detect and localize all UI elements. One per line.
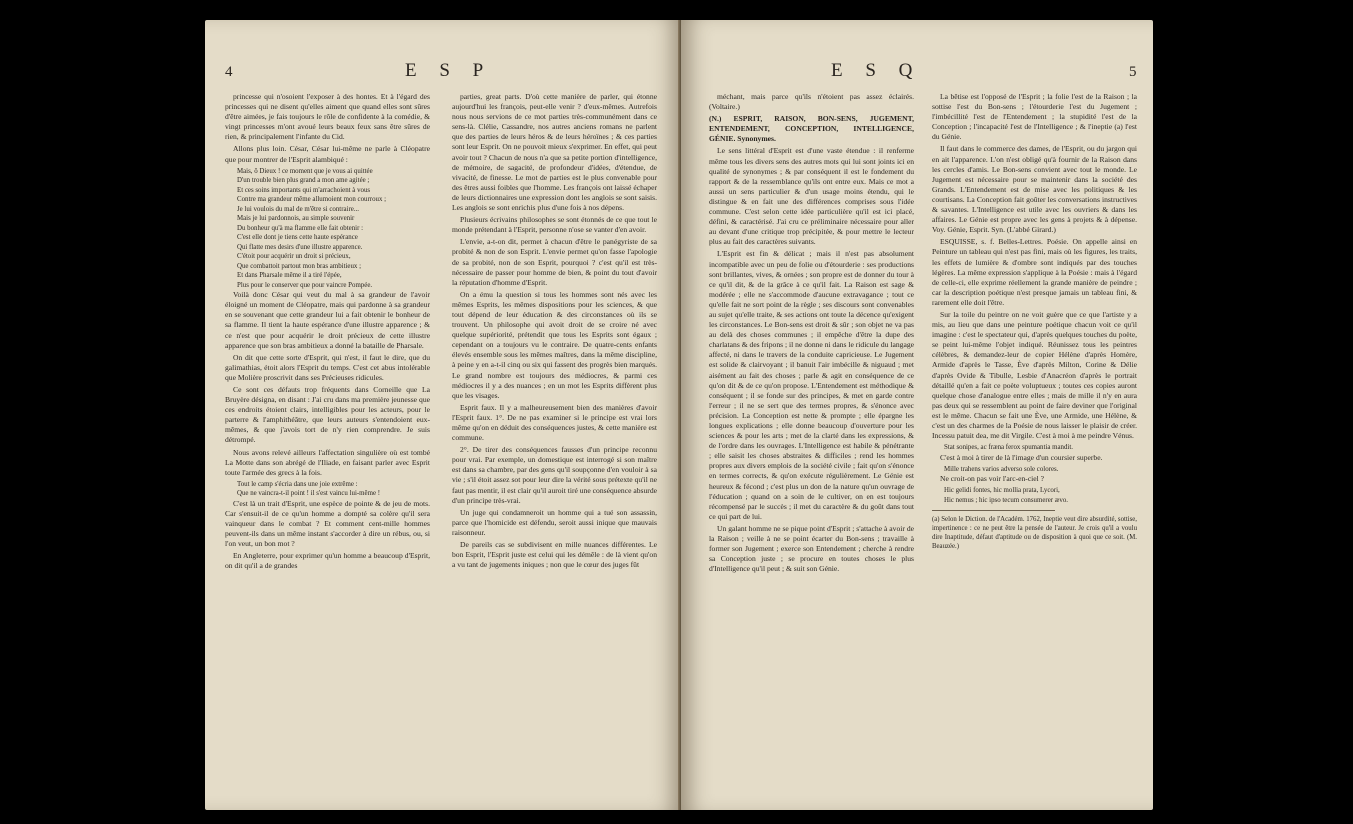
paragraph: Un galant homme ne se pique point d'Esprit ; s'attache à avoir de la Raison ; veille à ne se point écarter du Bon-sens ; travaille à former son Jugement ; exerce son Entendement ; cherche à rendre sa Conception juste ; se procure en toutes choses le plus d'Intelligence qu'il peut ; & suit son Génie. [709,523,914,574]
left-page [205,20,681,810]
paragraph: L'envie, a-t-on dit, permet à chacun d'être le panégyriste de sa probité & non de son Esprit. L'envie permet qu'on fasse l'apologie de sa probité, non de son Esprit, pourquoi ? c'est qu'il est très-nécessaire de passer pour homme de bien, & point du tout d'avoir la réputation d'homme d'Esprit. [452,237,657,287]
paragraph: ESQUISSE, s. f. Belles-Lettres. Poésie. On appelle ainsi en Peinture un tableau qui n'est pas fini, mais où les figures, les traits, les effets de lumière & d'ombre sont indiqués par des touches légères. La même expression s'applique à la Poésie : mais à l'égard de celle-ci, elle exprime réellement la grande manière de peindre ; car la description poétique n'est presque jamais un tableau fini, & rarement elle doit l'être. [932,237,1137,307]
verse-line: Je lui voulois du mal de m'être si contraire... [237,205,359,213]
paragraph: Ce sont ces défauts trop fréquents dans Corneille que La Bruyère désigna, en disant : J'ai cru dans ma première jeunesse que ces endroits étoient clairs, intelligibles pour les acteurs, pour le parterre & l'amphithéâtre, que leurs auteurs s'entendoient eux-mêmes, & que j'avois tort de n'y rien comprendre. Je suis détrompé. [225,385,430,445]
verse-line: D'un trouble bien plus grand a mon ame agitée ; [237,177,370,185]
verse-line: Hic nemus ; hic ipso tecum consumerer ævo. [944,496,1069,504]
paragraph: Voilà donc César qui veut du mal à sa grandeur de l'avoir éloigné un moment de Cléopatre, mais qui pardonne à sa grandeur en se souvenant que cette grandeur lui a fait obtenir le bonheur de sa flamme. Il tient la haute espérance d'une illustre apparence ; & ce n'est que pour acquérir le droit précieux de cette illustre apparence que son bras ambitieux a donné la bataille de Pharsale. [225,290,430,350]
paragraph: On dit que cette sorte d'Esprit, qui n'est, il faut le dire, que du galimathias, étoit alors l'Esprit du temps. C'est cet abus intolérable que Molière proscrivit dans ses Précieuses ridicules. [225,352,430,382]
footnote-rule [932,510,1055,511]
paragraph: 2°. De tirer des conséquences fausses d'un principe reconnu pour vrai. Par exemple, un domestique est interrogé si son maître est dans sa chambre, par des gens qu'il soupçonne d'en vouloir à sa vie ; s'il étoit assez sot pour leur dire la vérité sous prétexte qu'il ne faut pas mentir, il est clair qu'il auroit tiré une conséquence absurde d'un principe très-vrai. [452,445,657,505]
verse-line: Que combattoit partout mon bras ambitieux ; [237,262,362,270]
verse-line: Qui flatte mes desirs d'une illustre apparence. [237,243,363,251]
paragraph: L'Esprit est fin & délicat ; mais il n'est pas absolument incompatible avec un peu de folie ou d'étourderie : ses productions sont brillantes, vives, & ornées ; son propre est de donner du tour à ce qu'il dit, & de la grâce à ce qu'il fait. La Raison est sage & modérée ; elle ne s'accommode d'aucune extravagance ; tout ce qu'elle fait ne sort point de la règle ; ses discours sont convenables au sujet qu'elle traite, & ses actions ont toute la décence qu'exigent les circonstances. Le Bon-sens est droit & sûr ; son objet ne va pas au delà des choses communes ; il empêche d'être la dupe des charlatans & des fripons ; il ne donne ni dans le ridicule du langage affecté, ni dans le travers de la conduite capricieuse. Le Jugement est solide & clairvoyant ; il banuit l'air imbécille & niguaud ; met aisément au fait des choses ; parle & agit en conséquence de ce qu'on dit & de ce qu'on propose. L'Entendement est méthodique & conséquent ; il se fonde sur des principes, & met en garde contre l'erreur ; il ne se sert que des termes propres, & s'énonce avec précision. La Conception est nette & prompte ; elle épargne les longues explications ; elle donne beaucoup d'ouverture pour les sciences & pour les arts ; met de la clarté dans les expressions, & de l'ordre dans les ouvrages. L'Intelligence est habile & pénétrante ; elle saisit les choses abstraites & difficiles ; rend les hommes propres aux divers emplois de la société civile ; fait qu'on s'énonce en termes corrects, & qu'on exécute régulièrement. Le Génie est heureux & fécond ; c'est plus un don de la nature qu'un ouvrage de l'éducation ; quand on a soin de le cultiver, on en est toujours récompensé par le succès ; il met du caractère & du goût dans tout ce qui part de lui. [709,249,914,521]
verse-line: Tout le camp s'écria dans une joie extrême : [237,480,358,488]
paragraph: Ne croit-on pas voir l'arc-en-ciel ? [940,474,1045,484]
verse-line: Mais je lui pardonnois, au simple souvenir [237,215,355,223]
paragraph: En Angleterre, pour exprimer qu'un homme a beaucoup d'Esprit, on dit qu'il a de grandes [225,551,430,571]
verse-line: C'étoit pour acquérir un droit si précieux, [237,253,351,261]
paragraph: Un juge qui condamneroit un homme qui a tué son assassin, parce que l'homicide est défendu, seroit aussi inique que mauvais raisonneur. [452,507,657,537]
paragraph: On a ému la question si tous les hommes sont nés avec les mêmes Esprits, les mêmes dispositions pour les sciences, & que tout dépend de leur éducation & des circonstances où ils se trouvent. Un philosophe qui avoit droit de se croire né avec quelque supériorité, prétendit que tous les Esprits sont égaux ; cependant on a toujours vu le contraire. De quatre-cents enfants élevés ensemble sous les mêmes maîtres, dans la même discipline, à peine y en a-t-il cinq ou six qui fassent des progrès bien marqués. Le grand nombre est toujours des médiocres, & parmi ces médiocres il y a des nuances ; en un mot les Esprits diffèrent plus que les visages. [452,289,657,400]
verse-line: Mais, ô Dieux ! ce moment que je vous ai quittée [237,167,373,175]
article-heading: (N.) ESPRIT, RAISON, BON-SENS, JUGEMENT, ENTENDEMENT, CONCEPTION, INTELLIGENCE, GÉNIE. Synonymes. [709,114,914,144]
paragraph: Allons plus loin. César, César lui-même ne parle à Cléopatre que pour montrer de l'Esprit alambiqué : [225,144,430,164]
verse-line: Que ne vaincra-t-il point ! il s'est vaincu lui-même ! [237,490,381,498]
verse-line: Plus pour le conserver que pour vaincre Pompée. [237,281,373,289]
verse-line: C'est elle dont je tiens cette haute espérance [237,234,358,242]
footnote: (a) Selon le Diction. de l'Académ. 1762, Ineptie veut dire absurdité, sottise, impertinence : ce ne peut être la pensée de l'auteur. Je crois qu'il a voulu dire Inaptitude, défaut d'aptitude ou de disposition à quoi que ce soit. (M. Beauzée.) [932,516,1137,551]
paragraph: princesse qui n'osoient l'exposer à des hontes. Et à l'égard des princesses qui ne disent qu'elles aiment que quand elles sont sûres d'être aimées, je fais toujours le rôle de confidente à la comédie, & vingt princesses m'ont avoué leurs beaux feux sans être sûres de rien, & principalement l'infante du Cid. [225,92,430,142]
page-header-left: E S P [405,60,493,81]
paragraph: Esprit faux. Il y a malheureusement bien des manières d'avoir l'Esprit faux. 1°. De ne pas examiner si le principe est vrai lors même qu'on en déduit des conséquences justes, & cette manière est commune. [452,402,657,443]
paragraph: parties, great parts. D'où cette manière de parler, qui étonne aujourd'hui les françois, peut-elle venir ? d'eux-mêmes. Autrefois nous nous servions de ce mot parties très-communément dans ce sens-là. Clélie, Cassandre, nos autres anciens romans ne parlent que des parties de leurs héros & de leurs héroïnes ; & ces parties sont leur Esprit. On ne pouvoit mieux s'exprimer. En effet, qui peut avoir tout ? Chacun de nous n'a que sa petite portion d'intelligence, de mémoire, de sagacité, de profondeur d'idées, d'étendue, de vivacité, de finesse. Le mot de parties est le plus convenable pour des êtres aussi foibles que l'homme. Les françois ont laissé échaper de leurs dictionnaires une expression dont les anglois se sont saisis. Les anglois se sont enrichis plus d'une fois à nos dépens. [452,92,657,213]
left-column-2 [452,92,657,572]
paragraph: Nous avons relevé ailleurs l'affectation singulière où est tombé La Motte dans son abrégé de l'Iliade, en faisant parler avec Esprit toute l'armée des grecs à la fois. [225,447,430,477]
verse-line: Stat sonipes, ac fræna ferox spumantia mandit. [944,444,1073,452]
paragraph: C'est là un trait d'Esprit, une espèce de pointe & de jeu de mots. Car s'ensuit-il de ce qu'un homme a dompté sa colère qu'il sera vainqueur dans le combat ? Et comment cent-mille hommes peuvent-ils dans un même instant s'accorder à dire un rébus, ou, si l'on veut, un bon mot ? [225,498,430,549]
verse-line: Contre ma grandeur même allumoient mon courroux ; [237,196,387,204]
paragraph: Sur la toile du peintre on ne voit guère que ce que l'artiste y a mis, au lieu que dans une peinture poétique chacun voit ce qu'il imagine : c'est le spectateur qui, d'après quelques touches du poète, se peint lui-même l'objet indiqué. Réunissez tous les peintres célèbres, & demandez-leur de copier Hélène d'après Homère, Armide d'après le Tasse, Ève d'après Milton, Corine & Délie d'après Ovide & Tibulle, Lesbie d'Anacréon d'après le portrait détaillé qu'en a fait ce poète voluptueux ; toutes ces copies auront quelque chose d'analogue entre elles ; mais de mille il n'y en aura pas deux qui se ressemblent au point de faire deviner que l'original est le même. Chacun se fait une Ève, une Armide, une Hélène, & c'est un des charmes de la Poésie de nous laisser le plaisir de créer. Incessu patuit dea, me dit Virgile. C'est à moi à me peindre Vénus. [932,309,1137,441]
verse-line: Du bonheur qu'à ma flamme elle fait obtenir : [237,224,363,232]
verse-line: Et dans Pharsale même il a tiré l'épée, [237,272,342,280]
paragraph: C'est à moi à tirer de là l'image d'un coursier superbe. [940,452,1103,462]
paragraph: La bêtise est l'opposé de l'Esprit ; la folie l'est de la Raison ; la sottise l'est du Bon-sens ; l'étourderie l'est du Jugement ; l'imbécillité l'est de l'Entendement ; la stupidité l'est de la Conception ; l'incapacité l'est de l'Intelligence ; & l'ineptie (a) l'est du Génie. [932,92,1137,142]
page-header-right: E S Q [831,60,922,81]
verse-line: Mille trahens varios adverso sole colores. [944,465,1059,473]
paragraph: Le sens littéral d'Esprit est d'une vaste étendue : il renferme même tous les divers sens des autres mots qui lui sont joints ici en qualité de synonymes ; & par conséquent il est le fondement du rapport & de la ressemblance qu'ils ont entre eux. Mais ce mot a aussi un sens particulier & d'un usage moins étendu, qui le distingue & en fait une des différences comprises sous l'idée commune. C'est selon cette idée particulière qu'il est ici placé, défini, & caractérisé. J'ai cru ce préliminaire nécessaire pour aller au devant d'une critique trop précipitée, & pour mettre le lecteur plus au fait des caractères suivants. [709,146,914,247]
page-number-left: 4 [225,64,233,80]
verse-line: Hic gelidi fontes, hic mollia prata, Lycori, [944,487,1060,495]
page-number-right: 5 [1129,64,1137,80]
paragraph: Plusieurs écrivains philosophes se sont étonnés de ce que tout le monde prétendant à l'Esprit, personne n'ose se vanter d'en avoir. [452,215,657,235]
paragraph: Il faut dans le commerce des dames, de l'Esprit, ou du jargon qui en ait l'apparence. L'on n'est obligé qu'à fournir de la Raison dans les cercles d'amis. Le Bon-sens convient avec tout le monde. Le Jugement est nécessaire pour se maintenir dans la société des Grands. L'Entendement est de mise avec les politiques & les courtisans. La Conception fait goûter les conversations instructives & savantes. L'Intelligence est utile avec les ouvriers & dans les affaires. Le Génie est propre avec les gens à projets & à dépense. Voy. Génie, Esprit. Syn. (L'abbé Girard.) [932,144,1137,235]
right-column-1 [709,92,914,576]
right-column-2 [932,92,1137,553]
left-column-1 [225,92,430,574]
paragraph: méchant, mais parce qu'ils n'étoient pas assez éclairés. (Voltaire.) [709,92,914,112]
paragraph: De pareils cas se subdivisent en mille nuances différentes. Le bon Esprit, l'Esprit juste est celui qui les démêle : de là vient qu'on a vu tant de jugements iniques ; non que le cœur des juges fût [452,540,657,570]
right-page [681,20,1153,810]
verse-line: Et ces soins importants qui m'arrachoient à vous [237,186,371,194]
